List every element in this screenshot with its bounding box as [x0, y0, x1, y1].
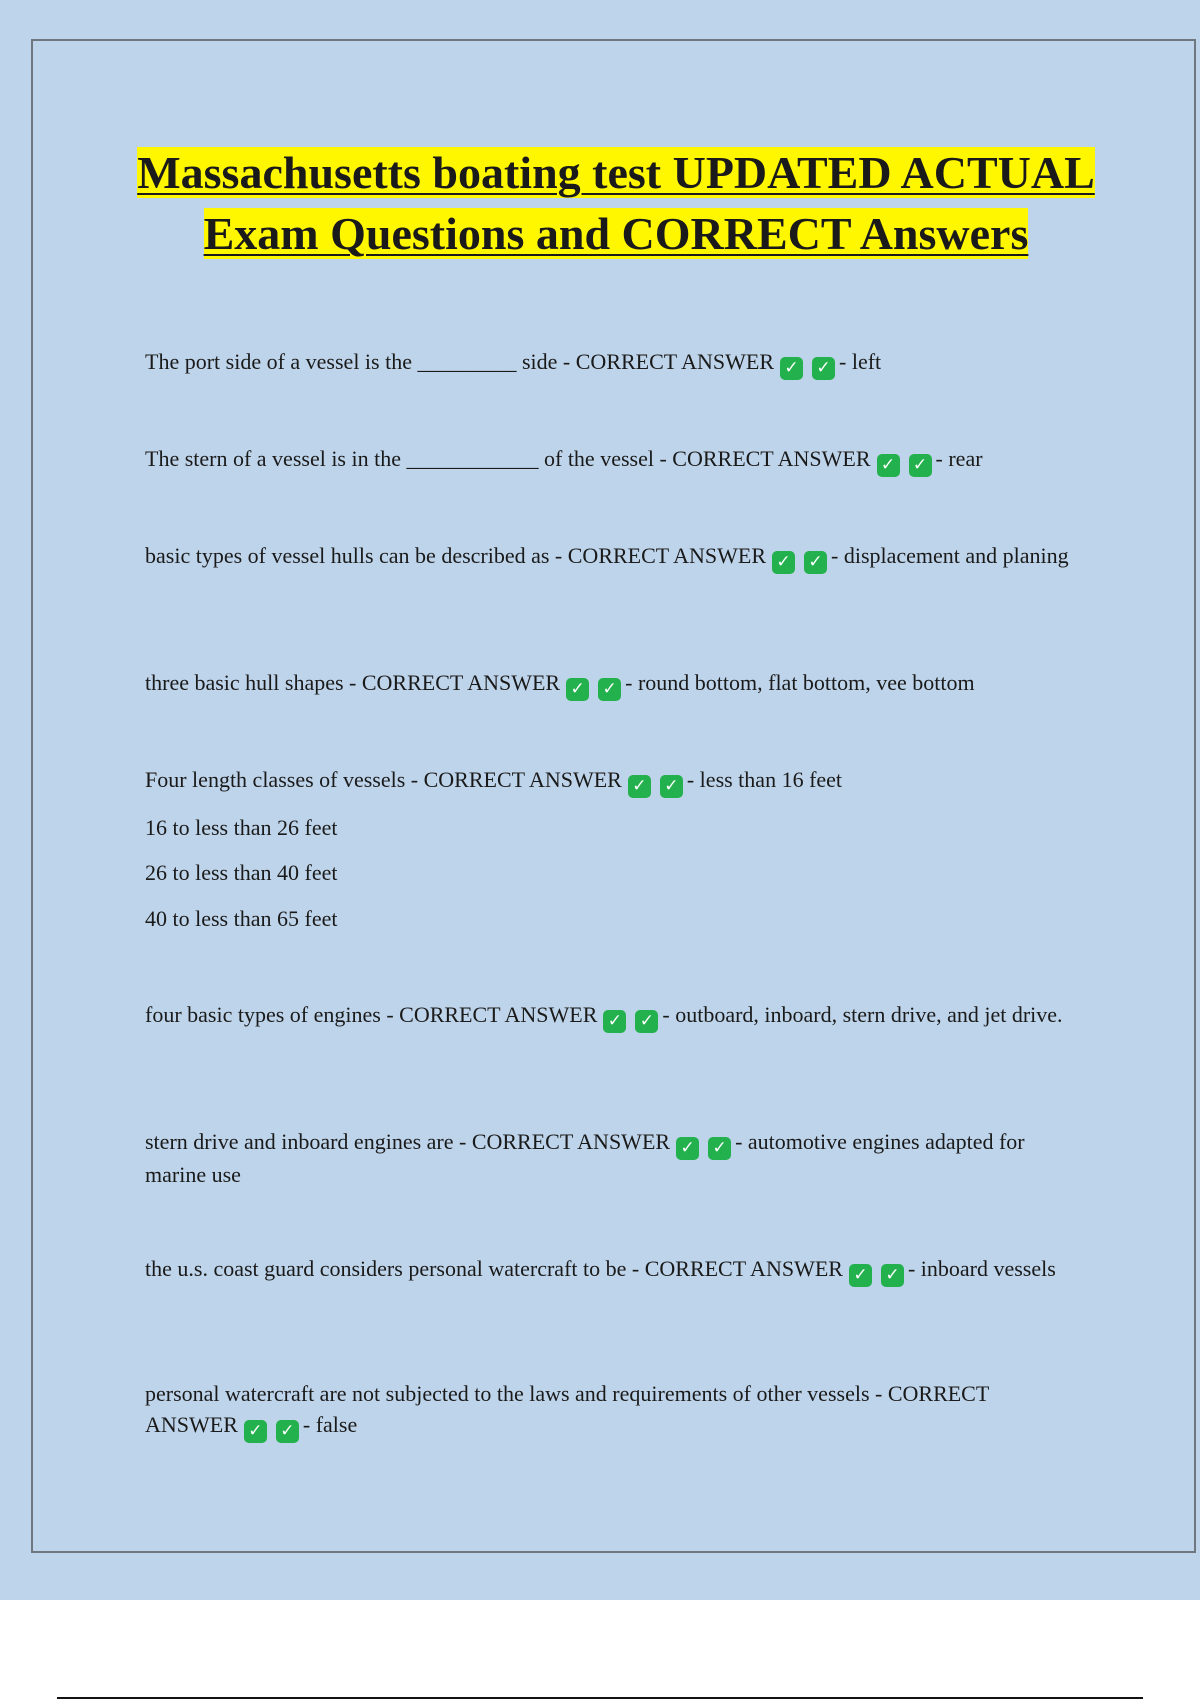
answer-text: - displacement and planing	[831, 543, 1069, 568]
qa-item	[145, 764, 1085, 798]
check-box-icon: ✓	[780, 357, 803, 380]
check-box-icon: ✓	[708, 1137, 731, 1160]
check-box-icon: ✓	[628, 775, 651, 798]
question-text: four basic types of engines - CORRECT ANSWER	[145, 1002, 598, 1027]
answer-text: - rear	[935, 446, 983, 471]
answer-text: - outboard, inboard, stern drive, and jet drive.	[662, 1002, 1063, 1027]
question-text: basic types of vessel hulls can be described as - CORRECT ANSWER	[145, 543, 766, 568]
check-box-icon: ✓	[812, 357, 835, 380]
document-title	[120, 142, 1112, 264]
check-box-icon: ✓	[804, 551, 827, 574]
footer-rule	[57, 1697, 1143, 1699]
check-box-icon: ✓	[244, 1420, 267, 1443]
qa-item	[145, 443, 1085, 477]
question-text: stern drive and inboard engines are - CORRECT ANSWER	[145, 1129, 671, 1154]
question-text: personal watercraft are not subjected to the laws and requirements of other vessels - CORRECT ANSWER	[145, 1381, 989, 1437]
qa-item	[145, 1127, 1085, 1190]
check-box-icon: ✓	[566, 678, 589, 701]
qa-item	[145, 1000, 1085, 1033]
check-box-icon: ✓	[881, 1264, 904, 1287]
question-text: three basic hull shapes - CORRECT ANSWER	[145, 670, 561, 695]
check-box-icon: ✓	[598, 678, 621, 701]
length-class-line: 16 to less than 26 feet	[145, 815, 338, 840]
answer-text: - left	[839, 349, 882, 374]
qa-item	[145, 540, 1085, 574]
answer-text: - round bottom, flat bottom, vee bottom	[625, 670, 975, 695]
check-box-icon: ✓	[660, 775, 683, 798]
qa-item	[145, 1378, 1085, 1443]
check-box-icon: ✓	[909, 454, 932, 477]
check-box-icon: ✓	[849, 1264, 872, 1287]
question-text: Four length classes of vessels - CORRECT ANSWER	[145, 767, 622, 792]
qa-item	[145, 346, 1085, 380]
question-text: the u.s. coast guard considers personal watercraft to be - CORRECT ANSWER	[145, 1256, 843, 1281]
qa-item	[145, 1254, 1085, 1287]
check-box-icon: ✓	[877, 454, 900, 477]
answer-text: - false	[302, 1412, 358, 1437]
length-class-line: 26 to less than 40 feet	[145, 860, 338, 885]
check-box-icon: ✓	[772, 551, 795, 574]
document-title-text: Massachusetts boating test UPDATED ACTUAL Exam Questions and CORRECT Answers	[137, 147, 1095, 259]
check-box-icon: ✓	[676, 1137, 699, 1160]
question-text: The stern of a vessel is in the ____________ of the vessel - CORRECT ANSWER	[145, 446, 871, 471]
answer-text: - less than 16 feet	[686, 767, 843, 792]
question-text: The port side of a vessel is the _________ side - CORRECT ANSWER	[145, 349, 774, 374]
answer-text: - automotive engines adapted for marine use	[145, 1129, 1025, 1187]
check-box-icon: ✓	[276, 1420, 299, 1443]
check-box-icon: ✓	[603, 1010, 626, 1033]
length-class-line: 40 to less than 65 feet	[145, 906, 338, 931]
check-box-icon: ✓	[635, 1010, 658, 1033]
qa-item	[145, 667, 1085, 701]
answer-text: - inboard vessels	[907, 1256, 1056, 1281]
